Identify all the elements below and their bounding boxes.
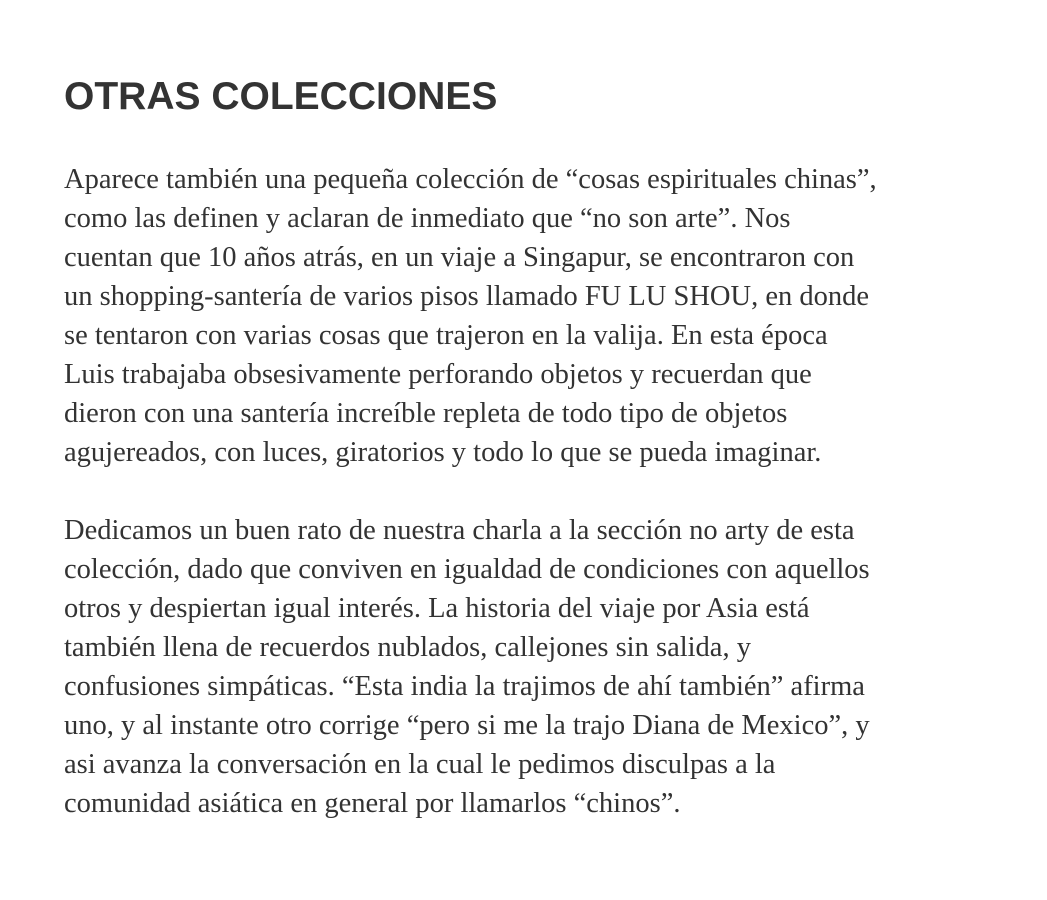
paragraph-line: asi avanza la conversación en la cual le pedimos disculpas a la: [64, 749, 776, 780]
section-heading: OTRAS COLECCIONES: [64, 75, 498, 118]
article: [64, 74, 1004, 823]
paragraph-line: otros y despiertan igual interés. La historia del viaje por Asia está: [64, 593, 810, 624]
paragraph-line: también llena de recuerdos nublados, callejones sin salida, y: [64, 632, 751, 663]
paragraph-line: agujereados, con luces, giratorios y todo lo que se pueda imaginar.: [64, 437, 822, 468]
paragraph-line: confusiones simpáticas. “Esta india la trajimos de ahí también” afirma: [64, 671, 865, 702]
paragraph-line: comunidad asiática en general por llamarlos “chinos”.: [64, 788, 681, 819]
paragraph-line: uno, y al instante otro corrige “pero si me la trajo Diana de Mexico”, y: [64, 710, 870, 741]
paragraph-2: [64, 511, 1004, 823]
paragraph-1: [64, 160, 1004, 472]
paragraph-line: un shopping-santería de varios pisos llamado FU LU SHOU, en donde: [64, 281, 870, 312]
paragraph-line: Luis trabajaba obsesivamente perforando objetos y recuerdan que: [64, 359, 812, 390]
paragraph-line: se tentaron con varias cosas que trajeron en la valija. En esta época: [64, 320, 828, 351]
paragraph-line: Dedicamos un buen rato de nuestra charla a la sección no arty de esta: [64, 515, 855, 546]
paragraph-line: como las definen y aclaran de inmediato que “no son arte”. Nos: [64, 203, 791, 234]
paragraph-line: dieron con una santería increíble repleta de todo tipo de objetos: [64, 398, 788, 429]
paragraph-line: colección, dado que conviven en igualdad de condiciones con aquellos: [64, 554, 870, 585]
paragraph-line: cuentan que 10 años atrás, en un viaje a Singapur, se encontraron con: [64, 242, 855, 273]
paragraph-line: Aparece también una pequeña colección de “cosas espirituales chinas”,: [64, 164, 877, 195]
